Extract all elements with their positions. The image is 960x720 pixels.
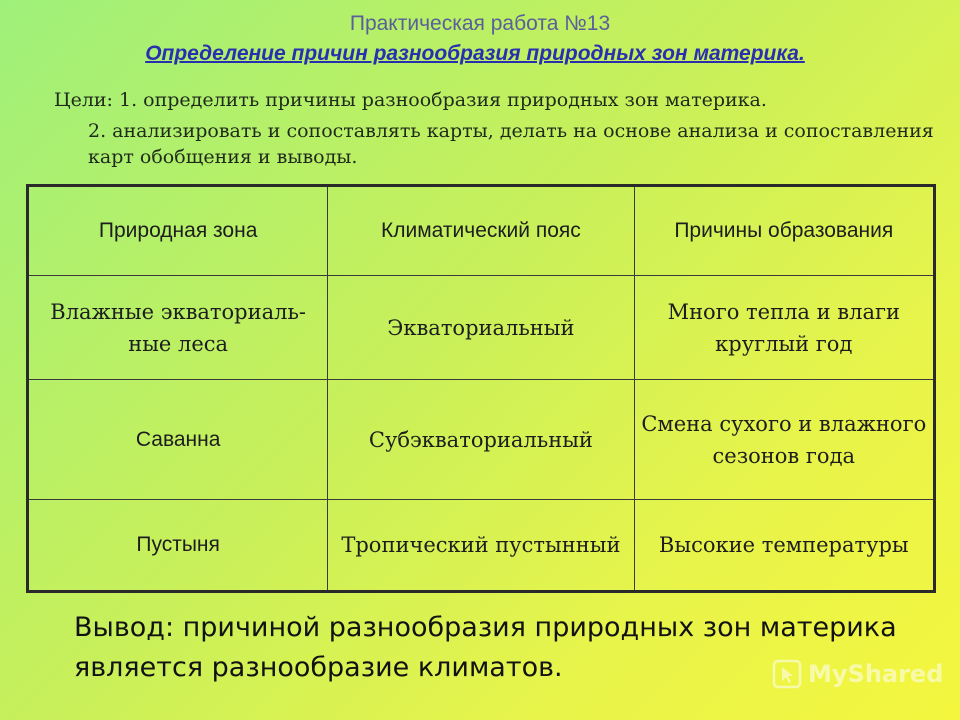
watermark [772, 656, 943, 692]
cell-zone: Пустыня [28, 500, 328, 592]
goals-block [54, 86, 934, 170]
cell-belt: Субэкваториальный [328, 380, 634, 500]
watermark-text: MyShared [808, 660, 944, 688]
header-climate-belt: Климатический пояс [328, 186, 634, 276]
cell-cause: Высокие температуры [634, 500, 934, 592]
cell-belt: Экваториальный [328, 276, 634, 380]
goal-line-1: Цели: 1. определить причины разнообразия природных зон материка. [54, 89, 767, 111]
page-subtitle: Практическая работа №13 [349, 12, 611, 35]
cell-zone: Влажные экваториаль-ные леса [28, 276, 328, 380]
table-row [28, 380, 935, 500]
cell-cause: Смена сухого и влажного сезонов года [634, 380, 934, 500]
page-title: Определение причин разнообразия природных зон материка. [145, 42, 805, 65]
goal-line-2: 2. анализировать и сопоставлять карты, делать на основе анализа и сопоставления карт обобщения и выводы. [88, 120, 934, 168]
cursor-logo-icon [772, 659, 802, 689]
table-row [28, 500, 935, 592]
natural-zones-table [26, 184, 936, 593]
header-natural-zone: Природная зона [28, 186, 328, 276]
table-header-row [28, 186, 935, 276]
table-row [28, 276, 935, 380]
header-causes: Причины образования [634, 186, 934, 276]
cell-cause: Много тепла и влаги круглый год [634, 276, 934, 380]
conclusion-text: Вывод: причиной разнообразия природных зон материка является разнообразие климатов. [74, 612, 897, 683]
cell-zone: Саванна [28, 380, 328, 500]
cell-belt: Тропический пустынный [328, 500, 634, 592]
